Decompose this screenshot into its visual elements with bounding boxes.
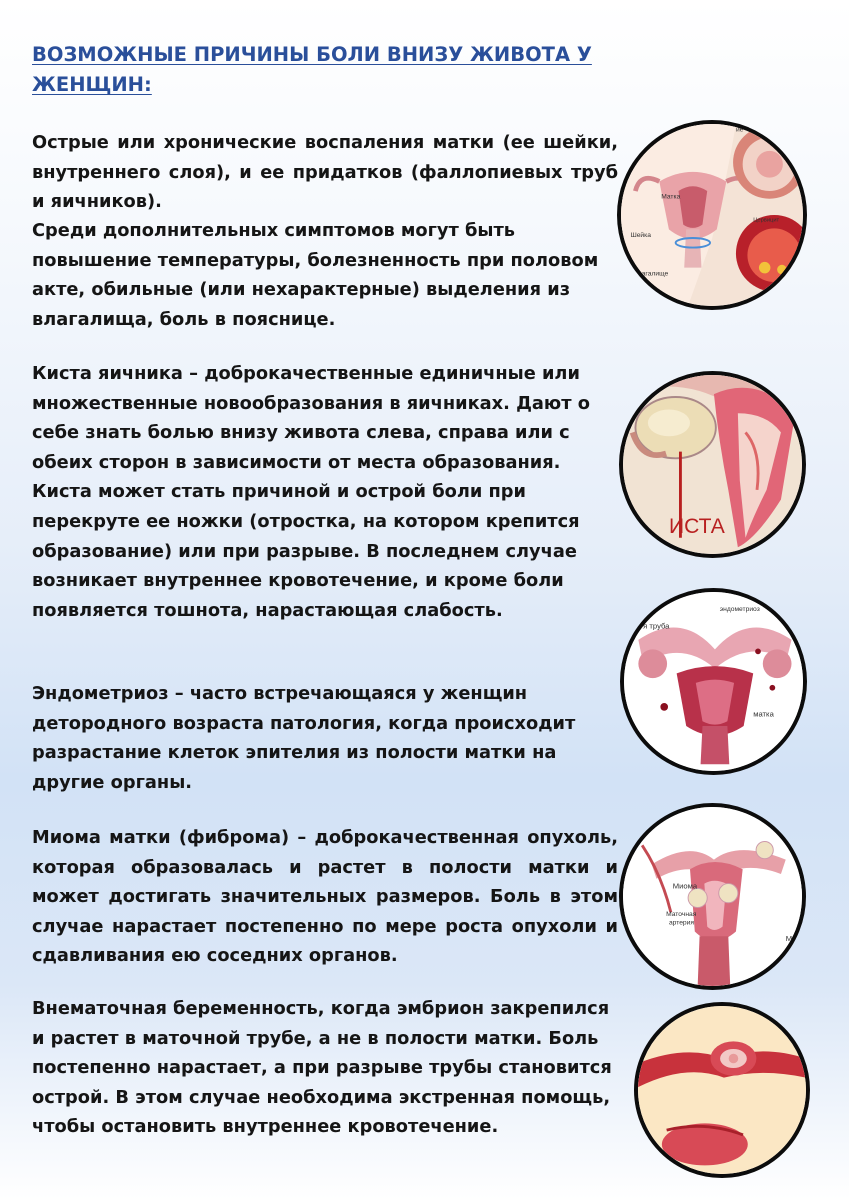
section-inflammation bbox=[32, 128, 618, 217]
endo-label-tube: я труба bbox=[643, 621, 670, 631]
label-vagina: влагалище bbox=[634, 270, 669, 278]
label-cervicitis: Цервицит bbox=[753, 217, 780, 224]
section-endometriosis-text: Эндометриоз – часто встречающаяся у женщин детородного возраста патология, когда происходит разрастание клеток эпителия из полости матки на другие органы. bbox=[32, 683, 576, 793]
section-myoma-text: Миома матки (фиброма) – доброкачественная опухоль, которая образовалась и растет в полости матки и может достигать значительных размеров. Боль в этом случае нарастает постепенно по мере роста опухоли и сдавливания ею соседних органов. bbox=[32, 827, 618, 967]
myoma-illustration bbox=[619, 803, 806, 990]
endo-label-endometriosis: эндометриоз bbox=[719, 606, 760, 614]
myoma-label-right: Ми bbox=[785, 934, 797, 944]
uterus-inflammation-illustration bbox=[617, 120, 807, 310]
label-cervix: Шейка bbox=[630, 232, 651, 240]
endometriosis-illustration bbox=[620, 588, 807, 775]
myoma-label: Миома bbox=[672, 881, 698, 891]
section-myoma bbox=[32, 823, 618, 971]
cyst-caption: ИСТА bbox=[668, 514, 725, 538]
artery-label-1: Маточная bbox=[666, 911, 697, 919]
label-uterus: Матка bbox=[661, 193, 681, 201]
endo-label-uterus: матка bbox=[753, 709, 774, 719]
section-cyst-text: Киста яичника – доброкачественные единичные или множественные новообразования в яичниках. Дают о себе знать болью внизу живота слева, справа или с обеих сторон в зависимости от места образования. bbox=[32, 363, 590, 473]
section-inflammation-symptoms bbox=[32, 216, 618, 334]
section-cyst-complications-text: Киста может стать причиной и острой боли при перекруте ее ножки (отростка, на котором крепится образование) или при разрыве. В последнем случае возникает внутреннее кровотечение, и кроме боли появляется тошнота, нарастающая слабость. bbox=[32, 481, 580, 621]
myoma-label-top: М bbox=[780, 819, 788, 829]
section-endometriosis bbox=[32, 679, 622, 797]
page-title: ВОЗМОЖНЫЕ ПРИЧИНЫ БОЛИ ВНИЗУ ЖИВОТА У ЖЕНЩИН: bbox=[32, 43, 592, 96]
section-ovarian-cyst bbox=[32, 359, 622, 625]
ovarian-cyst-illustration bbox=[619, 371, 806, 558]
artery-label-2: артерия bbox=[668, 919, 695, 927]
section-ectopic bbox=[32, 994, 622, 1142]
section-inflammation-text: Острые или хронические воспаления матки (ее шейки, внутреннего слоя), и ее придатков (фаллопиевых труб и яичников). bbox=[32, 132, 618, 213]
section-ectopic-text: Внематочная беременность, когда эмбрион закрепился и растет в маточной трубе, а не в полости матки. Боль постепенно нарастает, а при разрыве трубы становится острой. В этом случае необходима экстренная помощь, чтобы остановить внутреннее кровотечение. bbox=[32, 998, 612, 1138]
endo-label-left: трий bbox=[625, 740, 643, 750]
section-inflammation-symptoms-text: Среди дополнительных симптомов могут быть повышение температуры, болезненность при половом акте, обильные (или нехарактерные) выделения из влагалища, боль в пояснице. bbox=[32, 220, 599, 330]
ectopic-pregnancy-illustration bbox=[634, 1002, 810, 1178]
label-uterus-top: ие bbox=[735, 126, 744, 134]
